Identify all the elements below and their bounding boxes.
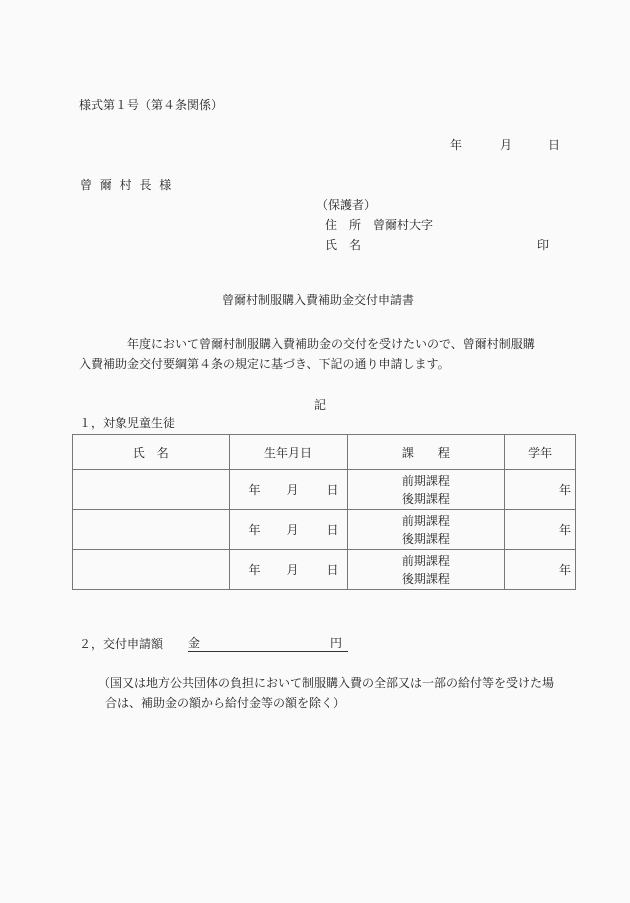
- date-month: 月: [500, 138, 513, 152]
- table-header-row: [73, 435, 576, 470]
- course-option-early: 前期課程: [401, 553, 450, 568]
- col-header-name: 氏 名: [73, 435, 230, 470]
- students-table: [72, 434, 576, 590]
- amount-prefix: 金: [188, 636, 201, 650]
- course-cell[interactable]: [347, 550, 505, 590]
- addressee: 曾 爾 村 長 様: [80, 178, 174, 192]
- birth-month: 月: [286, 523, 299, 537]
- student-name-cell[interactable]: [73, 510, 230, 550]
- date-year: 年: [450, 138, 463, 152]
- table-row: [73, 510, 576, 550]
- birthdate-cell[interactable]: [229, 550, 347, 590]
- applicant-role: （保護者）: [316, 198, 377, 212]
- course-option-late: 後期課程: [401, 531, 450, 546]
- birth-year: 年: [248, 483, 261, 497]
- name-label: 氏 名: [325, 238, 362, 252]
- course-option-early: 前期課程: [401, 473, 450, 488]
- student-name-cell[interactable]: [73, 470, 230, 510]
- birthdate-cell[interactable]: [229, 510, 347, 550]
- address-label: 住 所: [325, 218, 362, 232]
- seal-mark: 印: [537, 238, 550, 252]
- form-number: 様式第１号（第４条関係）: [79, 98, 224, 112]
- col-header-birthdate: 生年月日: [229, 435, 347, 470]
- birth-year: 年: [248, 523, 261, 537]
- date-day: 日: [548, 138, 561, 152]
- table-row: [73, 470, 576, 510]
- birth-day: 日: [326, 563, 339, 577]
- document-title: 曾爾村制服購入費補助金交付申請書: [222, 293, 415, 307]
- grade-cell[interactable]: 年: [505, 550, 576, 590]
- body-line-2: 入費補助金交付要綱第４条の規定に基づき、下記の通り申請します。: [79, 357, 450, 371]
- address-value: 曾爾村大字: [373, 218, 434, 232]
- amount-field[interactable]: [188, 636, 348, 652]
- body-line-1: 年度において曾爾村制服購入費補助金の交付を受けたいので、曾爾村制服購: [127, 337, 535, 351]
- course-cell[interactable]: [347, 510, 505, 550]
- birth-month: 月: [286, 563, 299, 577]
- course-option-late: 後期課程: [401, 571, 450, 586]
- student-name-cell[interactable]: [73, 550, 230, 590]
- birth-day: 日: [326, 523, 339, 537]
- course-cell[interactable]: [347, 470, 505, 510]
- col-header-course: 課 程: [347, 435, 505, 470]
- section2-heading: ２，交付申請額: [79, 637, 164, 651]
- note-line-1: （国又は地方公共団体の負担において制服購入費の全部又は一部の給付等を受けた場: [98, 676, 555, 690]
- amount-suffix: 円: [329, 636, 342, 650]
- birth-month: 月: [286, 483, 299, 497]
- section1-heading: １，対象児童生徒: [79, 416, 176, 430]
- note-line-2: 合は、補助金の額から給付金等の額を除く）: [105, 696, 346, 710]
- course-option-early: 前期課程: [401, 513, 450, 528]
- col-header-grade: 学年: [505, 435, 576, 470]
- table-row: [73, 550, 576, 590]
- course-option-late: 後期課程: [401, 491, 450, 506]
- grade-cell[interactable]: 年: [505, 510, 576, 550]
- grade-cell[interactable]: 年: [505, 470, 576, 510]
- birth-year: 年: [248, 563, 261, 577]
- birthdate-cell[interactable]: [229, 470, 347, 510]
- birth-day: 日: [326, 483, 339, 497]
- ki-heading: 記: [314, 398, 327, 412]
